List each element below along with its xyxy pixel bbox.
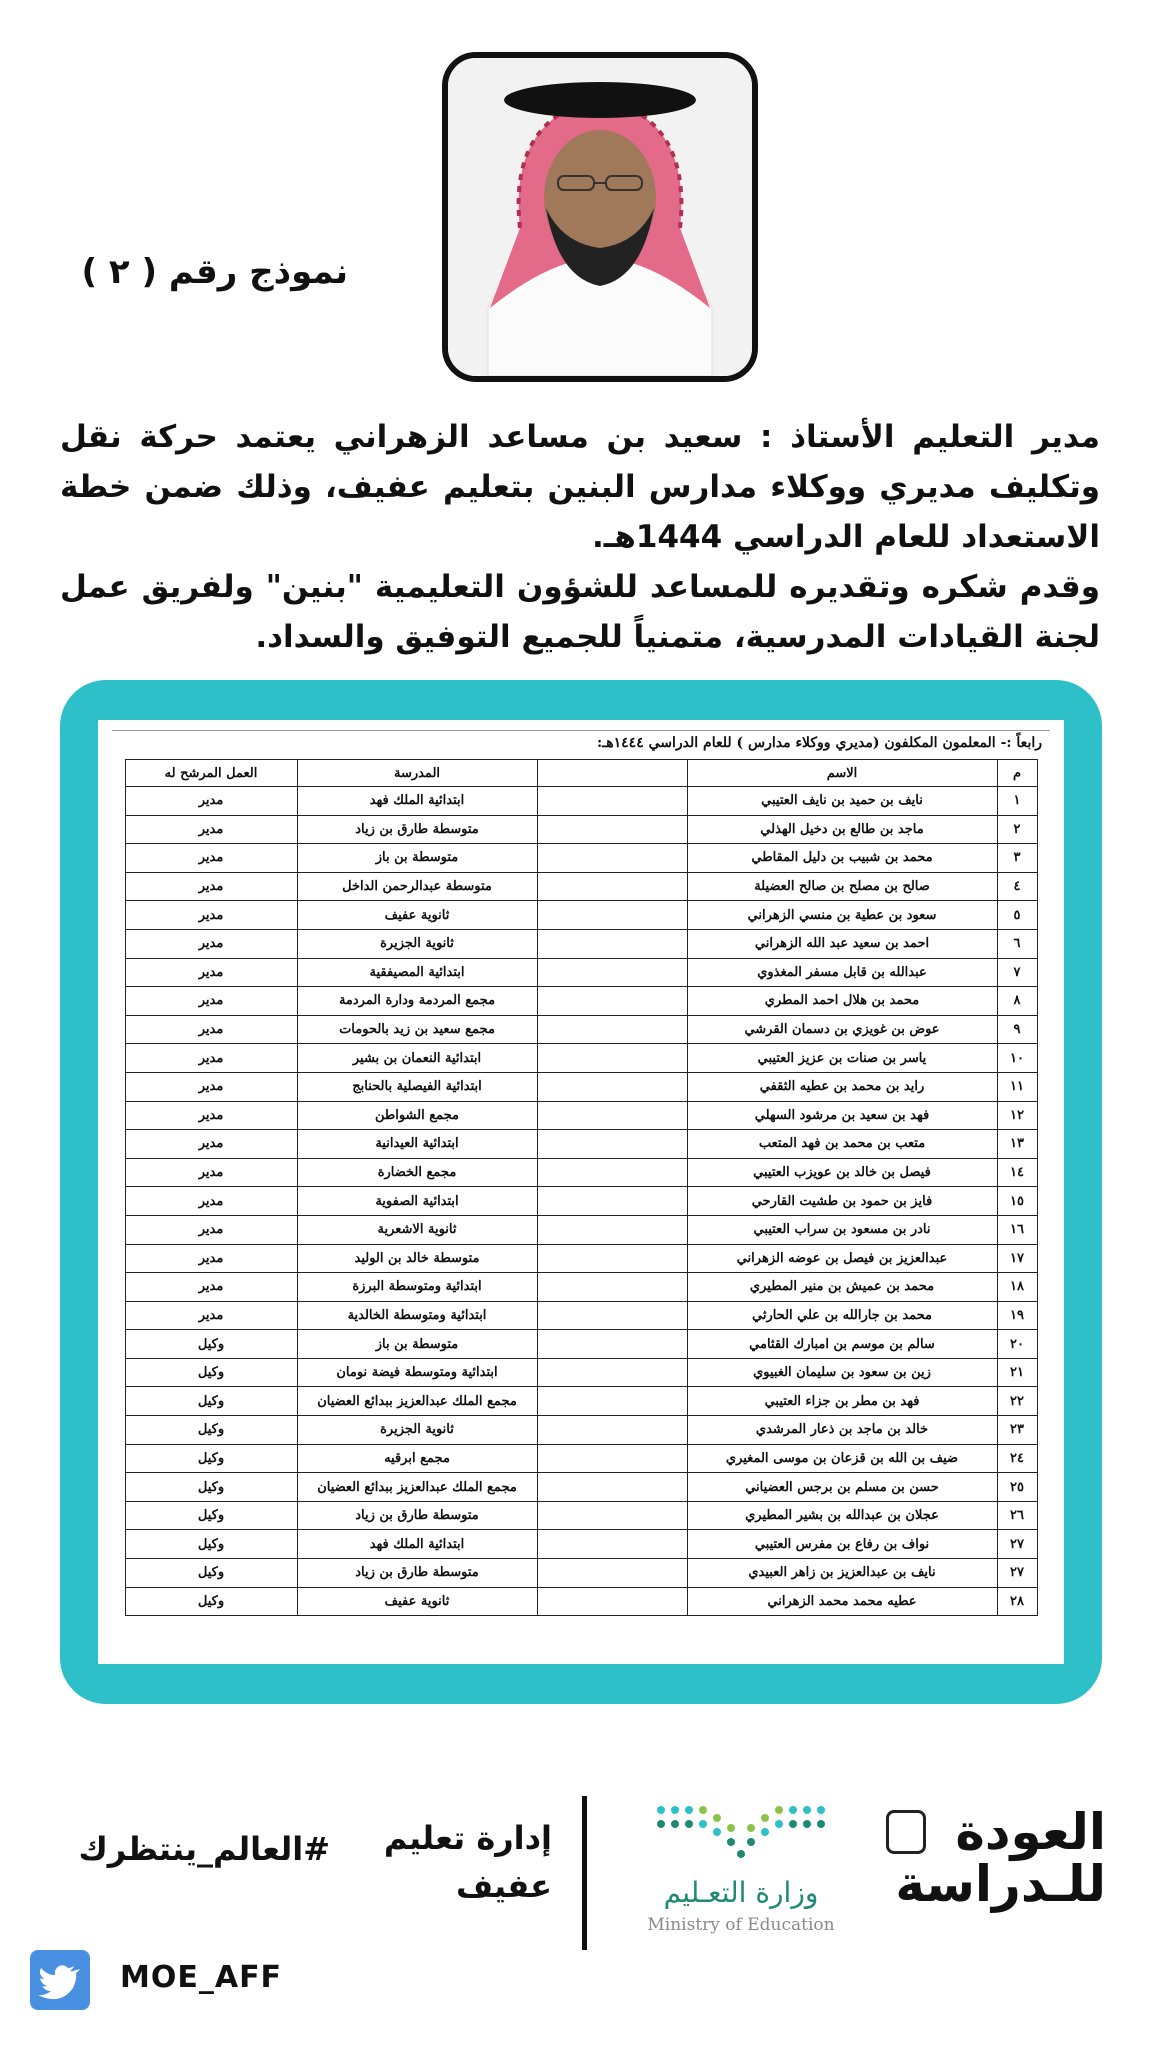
row-gap	[537, 1301, 687, 1330]
row-name: محمد بن هلال احمد المطري	[687, 987, 997, 1016]
table-row	[125, 1215, 1037, 1244]
row-num: ٦	[997, 929, 1037, 958]
row-num: ١٣	[997, 1130, 1037, 1159]
row-role: مدير	[125, 1072, 297, 1101]
table-row	[125, 872, 1037, 901]
assignments-document	[98, 720, 1064, 1664]
header-role: العمل المرشح له	[125, 760, 297, 787]
table-row	[125, 1358, 1037, 1387]
table-row	[125, 1072, 1037, 1101]
row-name: حسن بن مسلم بن برجس العضياني	[687, 1473, 997, 1502]
row-name: صالح بن مصلح بن صالح العضيلة	[687, 872, 997, 901]
row-name: رايد بن محمد بن عطيه الثقفي	[687, 1072, 997, 1101]
row-school: مجمع سعيد بن زيد بالحومات	[297, 1015, 537, 1044]
row-school: ابتدائية ومتوسطة البرزة	[297, 1273, 537, 1302]
row-gap	[537, 1244, 687, 1273]
row-name: عوض بن غويزي بن دسمان القرشي	[687, 1015, 997, 1044]
row-name: نايف بن عبدالعزيز بن زاهر العبيدي	[687, 1559, 997, 1588]
row-role: مدير	[125, 1244, 297, 1273]
row-role: وكيل	[125, 1330, 297, 1359]
twitter-handle[interactable]: MOE_AFF	[120, 1960, 283, 1995]
row-school: متوسطة بن باز	[297, 1330, 537, 1359]
twitter-icon[interactable]	[30, 1950, 90, 2010]
row-num: ٢٧	[997, 1559, 1037, 1588]
row-school: ثانوية الجزيرة	[297, 929, 537, 958]
row-num: ٧	[997, 958, 1037, 987]
row-role: وكيل	[125, 1358, 297, 1387]
row-num: ١٨	[997, 1273, 1037, 1302]
row-role: مدير	[125, 815, 297, 844]
row-gap	[537, 1501, 687, 1530]
row-role: مدير	[125, 1158, 297, 1187]
row-role: وكيل	[125, 1444, 297, 1473]
table-row	[125, 1330, 1037, 1359]
row-num: ١٦	[997, 1215, 1037, 1244]
row-school: ابتدائية الملك فهد	[297, 1530, 537, 1559]
table-row	[125, 1301, 1037, 1330]
row-num: ٢٤	[997, 1444, 1037, 1473]
row-school: ابتدائية المصيفقية	[297, 958, 537, 987]
header-gap	[537, 760, 687, 787]
row-name: عبدالله بن قابل مسفر المغذوي	[687, 958, 997, 987]
row-name: فهد بن مطر بن جزاء العتيبي	[687, 1387, 997, 1416]
row-gap	[537, 1130, 687, 1159]
header-name: الاسم	[687, 760, 997, 787]
row-num: ٩	[997, 1015, 1037, 1044]
row-num: ٢٧	[997, 1530, 1037, 1559]
row-gap	[537, 844, 687, 873]
row-gap	[537, 872, 687, 901]
twitter-account[interactable]	[30, 1950, 330, 2010]
row-gap	[537, 1187, 687, 1216]
row-school: ثانوية عفيف	[297, 901, 537, 930]
row-num: ١٢	[997, 1101, 1037, 1130]
school-mark-icon	[886, 1810, 926, 1854]
row-gap	[537, 1101, 687, 1130]
row-role: مدير	[125, 1130, 297, 1159]
row-gap	[537, 958, 687, 987]
row-school: مجمع المردمة ودارة المردمة	[297, 987, 537, 1016]
row-num: ٢٨	[997, 1587, 1037, 1616]
row-name: محمد بن عميش بن منير المطيري	[687, 1273, 997, 1302]
row-role: مدير	[125, 958, 297, 987]
table-row	[125, 958, 1037, 987]
row-gap	[537, 1473, 687, 1502]
ministry-name-ar: وزارة التعـليم	[663, 1876, 819, 1909]
row-role: مدير	[125, 1273, 297, 1302]
row-role: مدير	[125, 1215, 297, 1244]
admin-line-2: عفيف	[455, 1867, 552, 1905]
back-to-school-logo	[886, 1803, 1106, 1916]
row-school: متوسطة طارق بن زياد	[297, 1501, 537, 1530]
row-school: متوسطة طارق بن زياد	[297, 1559, 537, 1588]
row-name: احمد بن سعيد عبد الله الزهراني	[687, 929, 997, 958]
education-admin	[380, 1814, 552, 1910]
announcement-paragraph-1: مدير التعليم الأستاذ : سعيد بن مساعد الزهراني يعتمد حركة نقل وتكليف مديري ووكلاء مدارس البنين بتعليم عفيف، وذلك ضمن خطة الاستعداد للعام الدراسي 1444هـ.	[60, 419, 1100, 555]
table-row	[125, 815, 1037, 844]
row-school: مجمع الملك عبدالعزيز ببدائع العضيان	[297, 1387, 537, 1416]
admin-line-1: إدارة تعليم	[383, 1819, 552, 1857]
row-gap	[537, 1387, 687, 1416]
assignments-card	[60, 680, 1102, 1704]
row-school: مجمع الخضارة	[297, 1158, 537, 1187]
table-row	[125, 987, 1037, 1016]
table-row	[125, 1501, 1037, 1530]
row-role: مدير	[125, 1044, 297, 1073]
row-gap	[537, 1015, 687, 1044]
table-row	[125, 1473, 1037, 1502]
row-name: نواف بن رفاع بن مفرس العتيبي	[687, 1530, 997, 1559]
table-row	[125, 1273, 1037, 1302]
row-role: مدير	[125, 987, 297, 1016]
row-school: ابتدائية الملك فهد	[297, 787, 537, 816]
row-name: محمد بن شبيب بن دليل المقاطي	[687, 844, 997, 873]
row-role: مدير	[125, 929, 297, 958]
row-name: نادر بن مسعود بن سراب العتيبي	[687, 1215, 997, 1244]
footer-divider	[582, 1796, 587, 1950]
assignments-table	[125, 759, 1038, 1616]
row-num: ٢١	[997, 1358, 1037, 1387]
row-school: ابتدائية ومتوسطة فيضة نومان	[297, 1358, 537, 1387]
row-gap	[537, 1158, 687, 1187]
table-row	[125, 1187, 1037, 1216]
row-school: ابتدائية النعمان بن بشير	[297, 1044, 537, 1073]
row-num: ٢٣	[997, 1416, 1037, 1445]
row-school: ثانوية عفيف	[297, 1587, 537, 1616]
row-gap	[537, 1559, 687, 1588]
row-num: ١٩	[997, 1301, 1037, 1330]
table-row	[125, 929, 1037, 958]
row-role: وكيل	[125, 1530, 297, 1559]
row-school: مجمع الشواطن	[297, 1101, 537, 1130]
row-gap	[537, 1444, 687, 1473]
row-name: عبدالعزيز بن فيصل بن عوضه الزهراني	[687, 1244, 997, 1273]
row-name: سالم بن موسم بن امبارك القثامي	[687, 1330, 997, 1359]
row-role: مدير	[125, 1301, 297, 1330]
row-name: نايف بن حميد بن نايف العتيبي	[687, 787, 997, 816]
table-heading: رابعاً :- المعلمون المكلفون (مديري ووكلاء مدارس ) للعام الدراسي ١٤٤٤هـ:	[112, 730, 1050, 755]
row-name: فهد بن سعيد بن مرشود السهلي	[687, 1101, 997, 1130]
row-school: مجمع ابرقيه	[297, 1444, 537, 1473]
ministry-dots-icon	[641, 1798, 841, 1868]
row-num: ١٠	[997, 1044, 1037, 1073]
row-role: مدير	[125, 901, 297, 930]
row-num: ١٧	[997, 1244, 1037, 1273]
table-row	[125, 1387, 1037, 1416]
row-name: ضيف بن الله بن قزعان بن موسى المغيري	[687, 1444, 997, 1473]
hashtag-link[interactable]: #العالم_ينتظرك	[78, 1830, 330, 1868]
row-school: ثانوية الاشعرية	[297, 1215, 537, 1244]
row-num: ٢٢	[997, 1387, 1037, 1416]
row-num: ٥	[997, 901, 1037, 930]
row-name: خالد بن ماجد بن ذعار المرشدي	[687, 1416, 997, 1445]
row-role: مدير	[125, 1101, 297, 1130]
table-body	[125, 787, 1037, 1616]
ministry-logo	[636, 1798, 846, 1948]
announcement-text	[60, 412, 1100, 662]
row-gap	[537, 1044, 687, 1073]
ministry-name-en: Ministry of Education	[647, 1915, 835, 1935]
row-school: ابتدائية العيدانية	[297, 1130, 537, 1159]
row-gap	[537, 1273, 687, 1302]
header-school: المدرسة	[297, 760, 537, 787]
row-role: وكيل	[125, 1416, 297, 1445]
row-school: ابتدائية ومتوسطة الخالدية	[297, 1301, 537, 1330]
row-school: متوسطة طارق بن زياد	[297, 815, 537, 844]
row-role: مدير	[125, 844, 297, 873]
row-name: متعب بن محمد بن فهد المتعب	[687, 1130, 997, 1159]
row-num: ٣	[997, 844, 1037, 873]
table-row	[125, 1416, 1037, 1445]
row-name: فايز بن حمود بن طشيت القارحي	[687, 1187, 997, 1216]
row-role: وكيل	[125, 1387, 297, 1416]
row-gap	[537, 1530, 687, 1559]
table-row	[125, 1559, 1037, 1588]
row-name: فيصل بن خالد بن عويزب العتيبي	[687, 1158, 997, 1187]
table-row	[125, 1130, 1037, 1159]
header-num: م	[997, 760, 1037, 787]
row-name: محمد بن جارالله بن علي الحارثي	[687, 1301, 997, 1330]
row-name: سعود بن عطية بن منسي الزهراني	[687, 901, 997, 930]
table-row	[125, 1101, 1037, 1130]
row-num: ٨	[997, 987, 1037, 1016]
table-row	[125, 1530, 1037, 1559]
row-role: وكيل	[125, 1473, 297, 1502]
row-role: مدير	[125, 787, 297, 816]
row-role: مدير	[125, 1015, 297, 1044]
row-gap	[537, 815, 687, 844]
portrait-image	[448, 58, 752, 376]
row-num: ١١	[997, 1072, 1037, 1101]
table-row	[125, 1015, 1037, 1044]
row-gap	[537, 787, 687, 816]
row-num: ٤	[997, 872, 1037, 901]
announcement-paragraph-2: وقدم شكره وتقديره للمساعد للشؤون التعليمية "بنين" ولفريق عمل لجنة القيادات المدرسية، متمنياً للجميع التوفيق والسداد.	[60, 569, 1100, 655]
table-row	[125, 1444, 1037, 1473]
row-school: متوسطة خالد بن الوليد	[297, 1244, 537, 1273]
campaign-line-2: للـدراسة	[895, 1855, 1106, 1913]
row-name: عجلان بن عبدالله بن بشير المطيري	[687, 1501, 997, 1530]
row-gap	[537, 929, 687, 958]
row-gap	[537, 1330, 687, 1359]
row-role: وكيل	[125, 1587, 297, 1616]
table-row	[125, 844, 1037, 873]
row-role: وكيل	[125, 1559, 297, 1588]
row-gap	[537, 1587, 687, 1616]
row-name: ياسر بن صنات بن عزيز العتيبي	[687, 1044, 997, 1073]
row-school: ابتدائية الصفوية	[297, 1187, 537, 1216]
row-num: ١٤	[997, 1158, 1037, 1187]
row-name: عطيه محمد محمد الزهراني	[687, 1587, 997, 1616]
row-num: ١٥	[997, 1187, 1037, 1216]
row-school: ثانوية الجزيرة	[297, 1416, 537, 1445]
row-gap	[537, 987, 687, 1016]
row-num: ٢٠	[997, 1330, 1037, 1359]
row-name: زين بن سعود بن سليمان الغبيوي	[687, 1358, 997, 1387]
row-role: وكيل	[125, 1501, 297, 1530]
row-gap	[537, 1072, 687, 1101]
row-gap	[537, 1358, 687, 1387]
row-num: ١	[997, 787, 1037, 816]
row-num: ٢٥	[997, 1473, 1037, 1502]
campaign-line-1: العودة	[955, 1803, 1106, 1861]
row-num: ٢	[997, 815, 1037, 844]
row-gap	[537, 901, 687, 930]
row-gap	[537, 1416, 687, 1445]
table-header-row	[125, 760, 1037, 787]
table-row	[125, 1044, 1037, 1073]
row-role: مدير	[125, 1187, 297, 1216]
row-school: متوسطة عبدالرحمن الداخل	[297, 872, 537, 901]
form-number-label: نموذج رقم ( ٢ )	[81, 252, 348, 292]
director-photo	[442, 52, 758, 382]
row-school: مجمع الملك عبدالعزيز ببدائع العضيان	[297, 1473, 537, 1502]
row-name: ماجد بن طالع بن دخيل الهذلي	[687, 815, 997, 844]
row-gap	[537, 1215, 687, 1244]
table-row	[125, 1158, 1037, 1187]
table-row	[125, 787, 1037, 816]
row-role: مدير	[125, 872, 297, 901]
table-row	[125, 1244, 1037, 1273]
table-row	[125, 901, 1037, 930]
row-num: ٢٦	[997, 1501, 1037, 1530]
table-row	[125, 1587, 1037, 1616]
row-school: ابتدائية الفيصلية بالحنابج	[297, 1072, 537, 1101]
row-school: متوسطة بن باز	[297, 844, 537, 873]
